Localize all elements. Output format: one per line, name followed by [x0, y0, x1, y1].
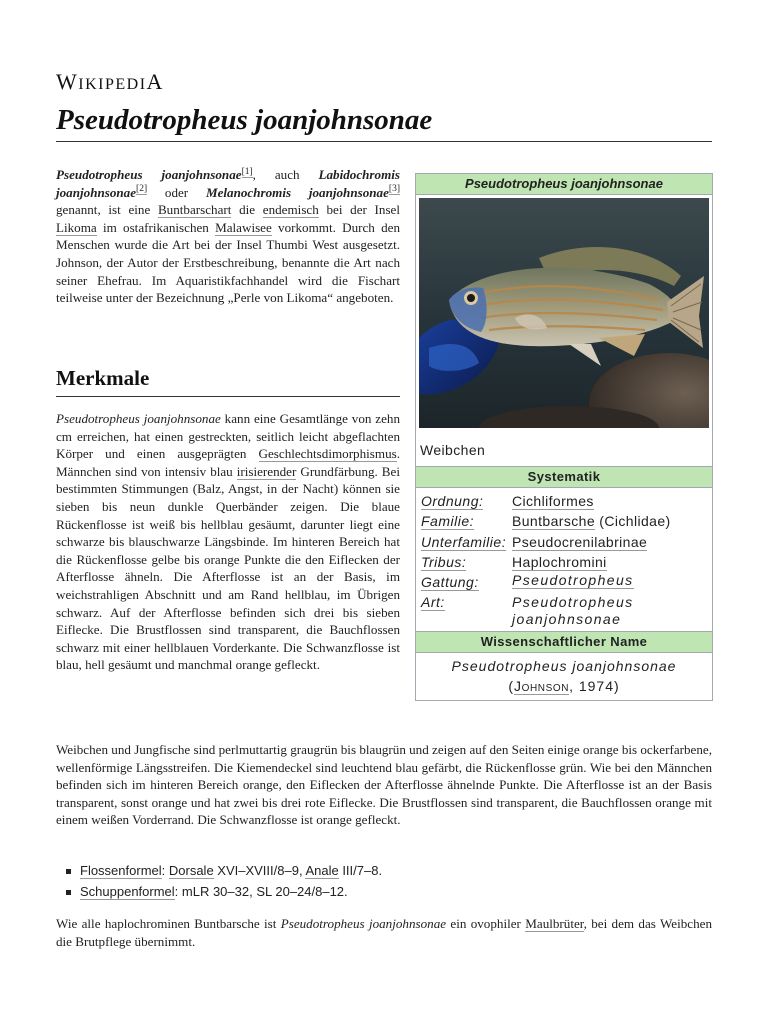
infobox-title: Pseudotropheus joanjohnsonae [416, 174, 712, 195]
schuppenformel-link[interactable]: Schuppenformel [80, 884, 175, 899]
rank-link[interactable]: Ordnung: [421, 493, 484, 509]
wissenschaftlicher-name-header: Wissenschaftlicher Name [416, 631, 712, 653]
malawisee-link[interactable]: Malawisee [215, 219, 272, 235]
anale-link[interactable]: Anale [305, 863, 339, 878]
taxonomy-row [421, 592, 708, 628]
outro-paragraph: Wie alle haplochrominen Buntbarsche ist Pseudotropheus joanjohnsonae ein ovophiler Maulbrüter, bei dem das Weibchen die Brutpflege übernimmt. [56, 916, 712, 949]
taxonomy-row [421, 532, 708, 552]
list-item: Flossenformel: Dorsale XVI–XVIII/8–9, Anale III/7–8. [80, 860, 382, 881]
geschlechtsdimorphismus-link[interactable]: Geschlechtsdimorphismus [258, 446, 397, 462]
rank-link[interactable]: Unterfamilie: [421, 533, 507, 550]
endemisch-link[interactable]: endemisch [262, 202, 319, 218]
scientific-name-block: Pseudotropheus joanjohnsonae (Johnson, 1974) [416, 653, 712, 700]
irisierender-link[interactable]: irisierender [236, 463, 297, 479]
scientific-name: Pseudotropheus joanjohnsonae [451, 658, 677, 675]
taxon-link[interactable]: Pseudocrenilabrinae [512, 533, 648, 550]
taxobox [415, 173, 713, 701]
ref-3-link[interactable]: [3] [388, 184, 400, 195]
merkmale-paragraph: Pseudotropheus joanjohnsonae kann eine Gesamtlänge von zehn cm erreichen, hat einen gestreckten, seitlich leicht abgeflachten Körper und einen ausgeprägten Geschlechtsdimorphismus. Männchen sind von intensiv blau irisierender Grundfärbung. Bei bestimmten Stimmungen (Balz, Angst, in der Nacht) können sie sieben bis neun dunkle Querbänder zeigen. Die blaue Rückenflosse ist weiß bis hellblau gesäumt, darunter liegt eine schwarze bis blauschwarze Längsbinde. Im hinteren Bereich hat die Rückenflosse gelbe bis orange Punkte die den Eiflecken der Afterflosse ähneln. Die Afterflosse ist an der Basis, im weichstrahligen Abschnitt und am Rand hellblau, im Übrigen schwarz. Auf der Afterflosse befinden sich drei bis sieben Eiflecke. Die Brustflossen sind transparent, die Bauchflossen schwarz mit einer hellblauen Vorderkante. Die Schwanzflosse ist blau, hell gesäumt und manchmal orange gefleckt. [56, 411, 400, 673]
page-title: Pseudotropheus joanjohnsonae [56, 104, 712, 142]
intro-paragraph: Pseudotropheus joanjohnsonae[1], auch Labidochromis joanjohnsonae[2] oder Melanochromis joanjohnsonae[3] genannt, ist eine Buntbarschart die endemisch bei der Insel Likoma im ostafrikanischen Malawisee vorkommt. Durch den Menschen wurde die Art bei der Insel Thumbi West ausgesetzt. Johnson, der Autor der Erstbeschreibung, benannte die Art nach seiner Ehefrau. Im Aquaristikfachhandel wird die Fischart teilweise unter der Bezeichnung „Perle von Likoma“ angeboten. [56, 166, 400, 306]
taxonomy-row [421, 491, 708, 511]
flossenformel-link[interactable]: Flossenformel [80, 863, 162, 878]
rank-link[interactable]: Gattung: [421, 574, 479, 591]
rank-link[interactable]: Tribus: [421, 553, 467, 570]
taxon-link[interactable]: Haplochromini [512, 553, 607, 570]
taxonomy-table [416, 488, 712, 631]
maulbrueter-link[interactable]: Maulbrüter [525, 916, 584, 931]
buntbarschart-link[interactable]: Buntbarschart [157, 202, 232, 218]
ref-1-link[interactable]: [1] [241, 166, 253, 177]
taxon-name: Pseudotropheus joanjohnsonae [512, 594, 634, 628]
fish-photo[interactable] [419, 198, 709, 428]
list-item: Schuppenformel: mLR 30–32, SL 20–24/8–12. [80, 881, 382, 902]
taxonomy-row [421, 552, 708, 572]
ref-2-link[interactable]: [2] [136, 184, 148, 195]
author-link[interactable]: Johnson [513, 678, 570, 695]
rank-link[interactable]: Familie: [421, 513, 475, 530]
synonym-1: Labidochromis joanjohnsonae [56, 167, 400, 200]
image-caption: Weibchen [420, 442, 486, 458]
rank-link[interactable]: Art: [421, 594, 445, 611]
systematik-header: Systematik [416, 466, 712, 488]
taxonomy-row: Familie: Buntbarsche (Cichlidae) [421, 513, 671, 530]
section-heading-merkmale: Merkmale [56, 366, 400, 397]
species-name: Pseudotropheus joanjohnsonae [56, 167, 242, 182]
dorsale-link[interactable]: Dorsale [168, 863, 214, 878]
weibchen-paragraph: Weibchen und Jungfische sind perlmuttartig graugrün bis blaugrün und zeigen auf den Seiten einige orange bis ockerfarbene, wellenförmige Längsstreifen. Die Kiemendeckel sind leuchtend blau gefärbt, die Rückenflosse grün. Wie bei den Männchen befinden sich im hinteren Bereich orange, den Eiflecken der Afterflosse ähnelnde Punkte. Die Afterflosse ist an der Basis transparent, sonst orange und hat zwei bis drei rote Eiflecke. Die Brustflossen sind transparent, die Bauchflossen orange mit einem weißen Vorderrand. Die Schwanzflosse ist orange gefleckt. [56, 742, 712, 828]
synonym-2: Melanochromis joanjohnsonae [205, 184, 389, 200]
wikipedia-logo[interactable]: WIKIPEDIA [56, 69, 164, 94]
taxon-link[interactable]: Cichliformes [512, 493, 594, 509]
likoma-link[interactable]: Likoma [56, 219, 97, 235]
taxon-link[interactable]: Buntbarsche [512, 513, 596, 530]
formula-list [56, 860, 382, 902]
taxon-link[interactable]: Pseudotropheus [512, 572, 634, 589]
taxonomy-row [421, 572, 708, 592]
